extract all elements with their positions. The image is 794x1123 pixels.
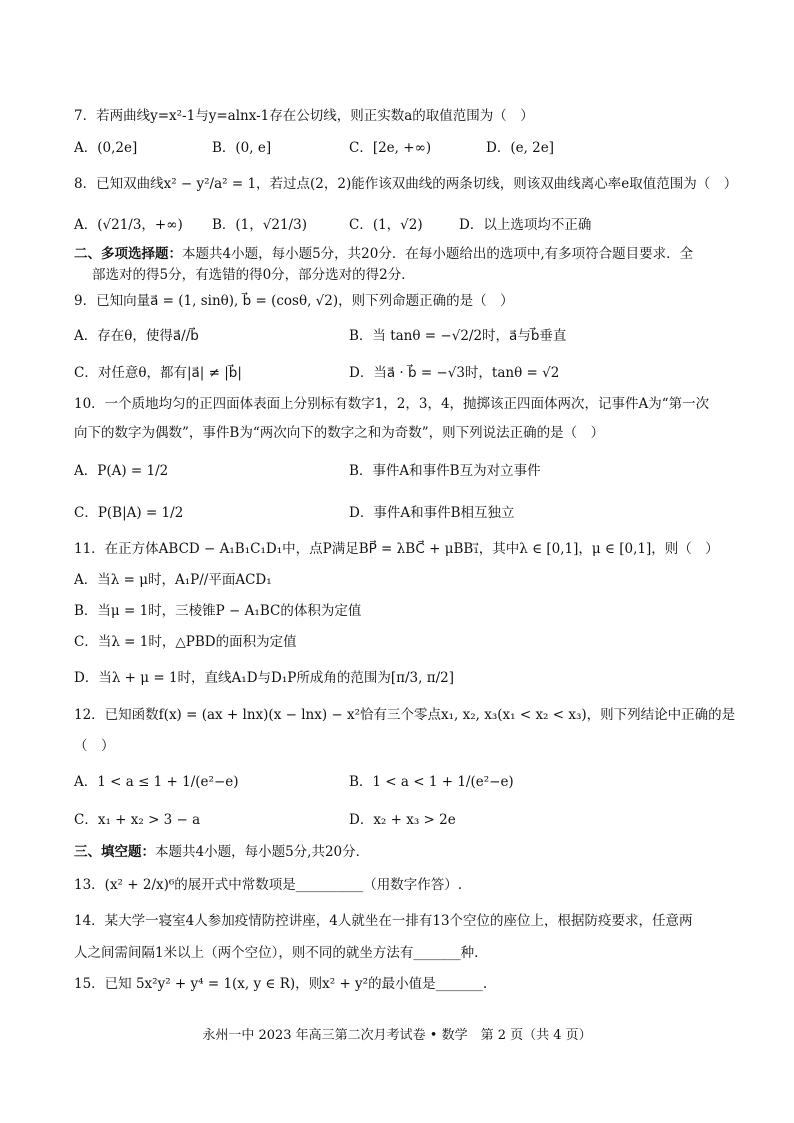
q8-option-c: C．(1，√2) — [349, 217, 423, 233]
q14-line1: 14．某大学一寝室4人参加疫情防控讲座，4人就坐在一排有13个空位的座位上，根据防疫要求，任意两 — [74, 913, 693, 929]
q15-stem: 15．已知 5x²y² + y⁴ = 1(x, y ∈ R)，则x² + y²的最小值是_______. — [74, 976, 488, 992]
q8-option-b: B．(1，√21/3) — [212, 217, 307, 233]
q7-option-b: B．(0, e] — [212, 140, 272, 156]
q8-option-a: A．(√21/3，+∞) — [74, 217, 183, 233]
q10-option-b: B．事件A和事件B互为对立事件 — [349, 463, 541, 479]
q12-option-c: C．x₁ + x₂ > 3 − a — [74, 812, 201, 828]
q9-option-a: A．存在θ，使得a⃗//b⃗ — [74, 328, 199, 344]
q11-option-d: D．当λ + μ = 1时，直线A₁D与D₁P所成角的范围为[π/3, π/2] — [74, 670, 454, 686]
q12-stem-line2: （ ） — [74, 738, 115, 754]
q10-option-d: D．事件A和事件B相互独立 — [349, 505, 515, 521]
section3-heading: 三、填空题：本题共4小题，每小题5分,共20分． — [74, 844, 370, 860]
q8-stem: 8．已知双曲线x² − y²/a² = 1，若过点(2，2)能作该双曲线的两条切线，则该双曲线离心率e取值范围为（ ） — [74, 176, 738, 192]
q7-option-d: D．(e, 2e] — [486, 140, 555, 156]
q9-option-d: D．当a⃗ · b⃗ = −√3时，tanθ = √2 — [349, 365, 560, 381]
q11-option-a: A．当λ = μ时，A₁P//平面ACD₁ — [74, 572, 272, 588]
q11-option-c: C．当λ = 1时，△PBD的面积为定值 — [74, 634, 297, 650]
q11-stem: 11．在正方体ABCD − A₁B₁C₁D₁中，点P满足BP⃗ = λBC⃗ + μBB₁⃗，其中λ ∈ [0,1]，μ ∈ [0,1]，则（ ） — [74, 541, 719, 557]
q7-stem: 7．若两曲线y=x²-1与y=alnx-1存在公切线，则正实数a的取值范围为（ ） — [74, 108, 534, 124]
section2-line1-text: 二、多项选择题：本题共4小题，每小题5分，共20分．在每小题给出的选项中,有多项符合题目要求．全 — [74, 242, 693, 262]
q12-option-d: D．x₂ + x₃ > 2e — [349, 812, 456, 828]
q12-option-a: A．1 < a ≤ 1 + 1/(e²−e) — [74, 774, 239, 790]
page-footer: 永州一中 2023 年高三第二次月考试卷 • 数学 第 2 页（共 4 页） — [202, 1028, 592, 1043]
q12-option-b: B．1 < a < 1 + 1/(e²−e) — [349, 774, 514, 790]
q9-option-c: C．对任意θ，都有|a⃗| ≠ |b⃗| — [74, 365, 242, 381]
q7-option-c: C．[2e, +∞) — [349, 140, 432, 156]
q9-stem: 9．已知向量a⃗ = (1, sinθ), b⃗ = (cosθ, √2)，则下列命题正确的是（ ） — [74, 293, 514, 309]
q10-stem-line1: 10．一个质地均匀的正四面体表面上分别标有数字1，2，3，4，抛掷该正四面体两次，记事件A为“第一次 — [74, 396, 710, 412]
q7-option-a: A．(0,2e] — [74, 140, 138, 156]
q10-option-a: A．P(A) = 1/2 — [74, 463, 169, 479]
section2-line2: 部选对的得5分，有选错的得0分，部分选对的得2分． — [92, 267, 415, 283]
q9-option-b: B．当 tanθ = −√2/2时，a⃗与b⃗垂直 — [349, 328, 567, 344]
q10-stem-line2: 向下的数字为偶数”，事件B为“两次向下的数字之和为奇数”，则下列说法正确的是（ ） — [74, 425, 605, 441]
q13-stem: 13．(x² + 2/x)⁶的展开式中常数项是__________（用数字作答）. — [74, 877, 463, 893]
q12-stem-line1: 12．已知函数f(x) = (ax + lnx)(x − lnx) − x²恰有三个零点x₁, x₂, x₃(x₁ < x₂ < x₃)，则下列结论中正确的是 — [74, 707, 736, 723]
q11-option-b: B．当μ = 1时，三棱锥P − A₁BC的体积为定值 — [74, 603, 362, 619]
q10-option-c: C．P(B|A) = 1/2 — [74, 505, 184, 521]
q14-line2: 人之间需间隔1米以上（两个空位），则不同的就坐方法有_______种. — [74, 945, 479, 961]
q8-option-d: D．以上选项均不正确 — [459, 217, 592, 233]
